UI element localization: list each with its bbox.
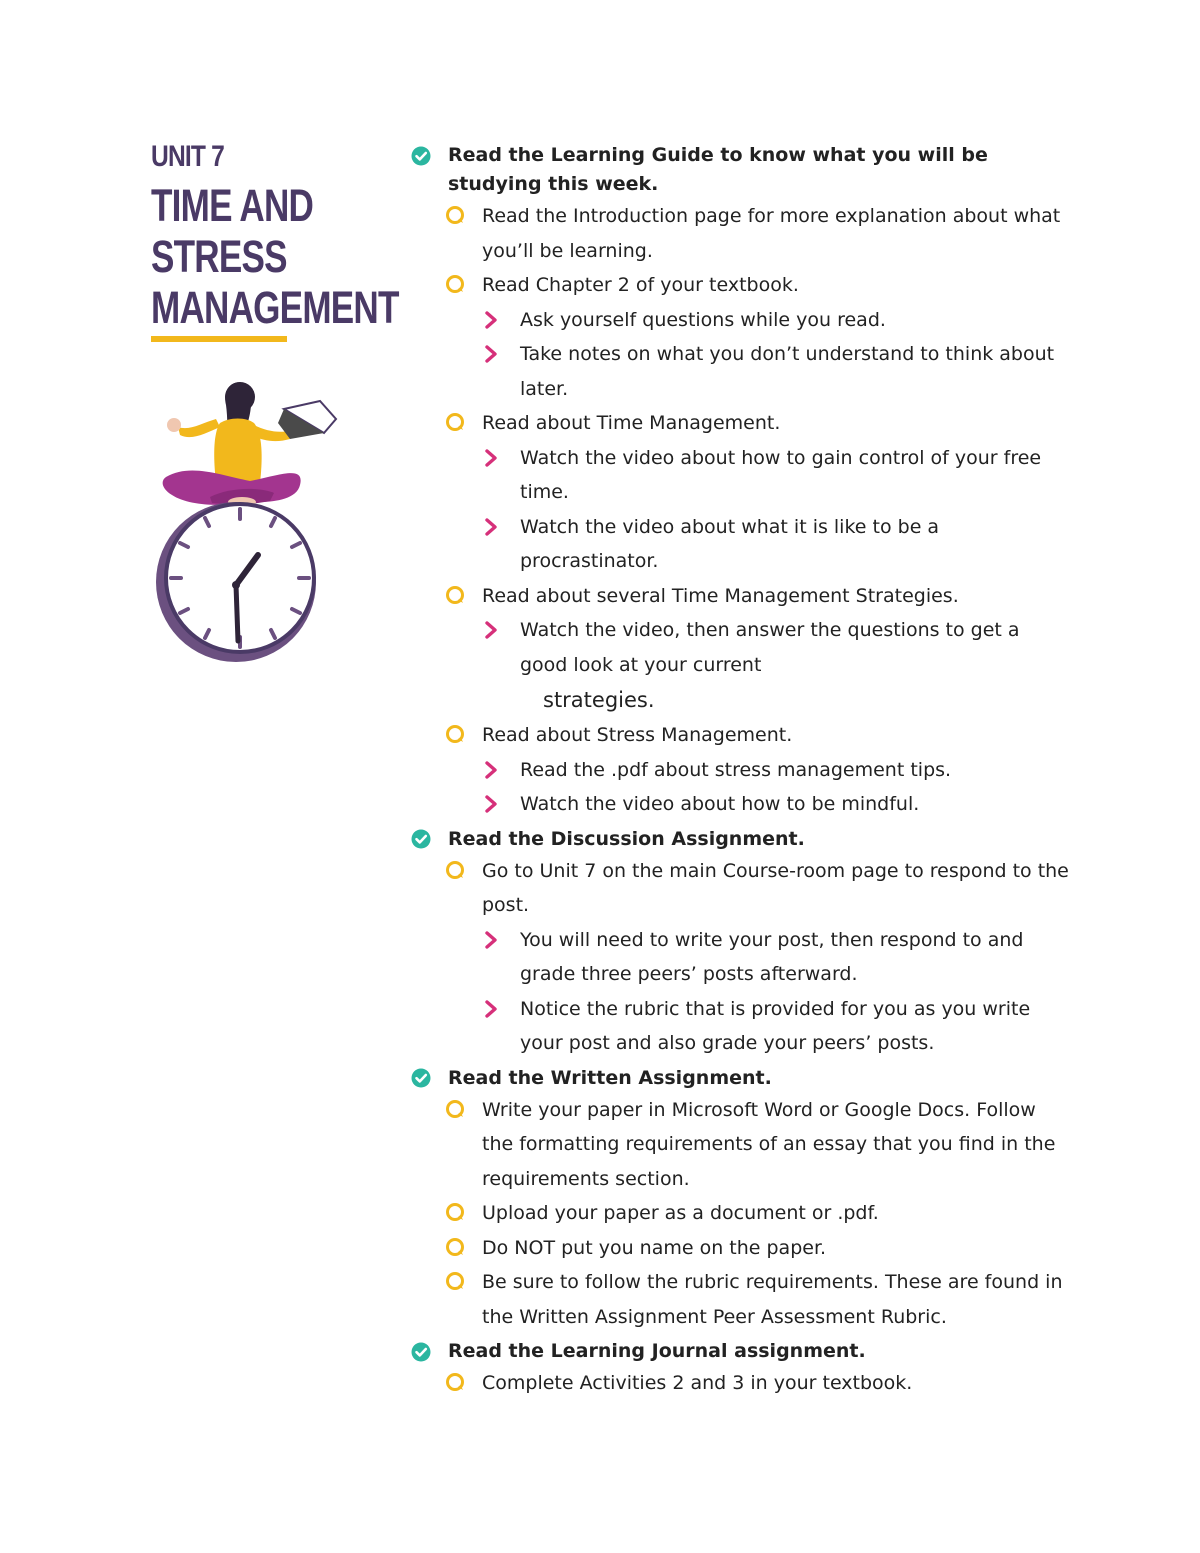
speech-bubble-icon bbox=[444, 1231, 466, 1265]
checklist-item-text: Watch the video about how to gain control of your free time. bbox=[520, 446, 1042, 503]
checklist-item-text: Write your paper in Microsoft Word or Google Docs. Follow the formatting requirements of an essay that you find in the requirements section. bbox=[482, 1098, 1056, 1190]
speech-bubble-icon bbox=[444, 1093, 466, 1127]
checklist-item-text: Read about Time Management. bbox=[482, 412, 781, 434]
checklist-item bbox=[410, 268, 1070, 303]
checklist-item bbox=[410, 854, 1070, 923]
title-line: MANAGEMENT bbox=[151, 282, 399, 333]
checklist-item-text: Read the Written Assignment. bbox=[448, 1066, 772, 1089]
chevron-right-icon bbox=[482, 923, 500, 957]
speech-bubble-icon bbox=[444, 199, 466, 233]
speech-bubble-icon bbox=[444, 1366, 466, 1400]
checklist-item-text: Read Chapter 2 of your textbook. bbox=[482, 274, 799, 296]
checklist-item-text: Watch the video, then answer the questions to get a good look at your current bbox=[520, 619, 1020, 676]
speech-bubble-icon bbox=[444, 1196, 466, 1230]
chevron-right-icon bbox=[482, 753, 500, 787]
chevron-right-icon bbox=[482, 613, 500, 647]
checklist-item bbox=[410, 406, 1070, 441]
checklist-item-text: Ask yourself questions while you read. bbox=[520, 308, 886, 331]
checklist-item bbox=[410, 337, 1070, 406]
chevron-right-icon bbox=[482, 787, 500, 821]
checklist-item bbox=[410, 682, 1070, 718]
meditating-woman-icon bbox=[163, 382, 301, 507]
checklist-item-text: Be sure to follow the rubric requirements. These are found in the Written Assignment Peer Assessment Rubric. bbox=[482, 1271, 1063, 1328]
chevron-right-icon bbox=[482, 441, 500, 475]
check-circle-icon bbox=[410, 1337, 432, 1366]
checklist-item-text: Complete Activities 2 and 3 in your textbook. bbox=[482, 1372, 913, 1394]
checklist-item bbox=[410, 613, 1070, 682]
checklist-item bbox=[410, 1366, 1070, 1401]
checklist-item-text: Read about several Time Management Strategies. bbox=[482, 584, 959, 607]
laptop-icon bbox=[278, 401, 336, 439]
checklist-item bbox=[410, 141, 1070, 199]
checklist-item-text: Notice the rubric that is provided for you as you write your post and also grade your peers’ posts. bbox=[520, 997, 1031, 1054]
chevron-right-icon bbox=[482, 510, 500, 544]
checklist-item bbox=[410, 199, 1070, 268]
illustration bbox=[150, 375, 350, 675]
checklist-item-text: strategies. bbox=[543, 688, 655, 712]
checklist-item bbox=[410, 303, 1070, 338]
title-underline bbox=[151, 336, 287, 342]
checklist-item bbox=[410, 1337, 1070, 1366]
speech-bubble-icon bbox=[444, 718, 466, 752]
checklist-item bbox=[410, 441, 1070, 510]
speech-bubble-icon bbox=[444, 854, 466, 888]
checklist-item bbox=[410, 579, 1070, 614]
check-circle-icon bbox=[410, 825, 432, 854]
checklist-item bbox=[410, 992, 1070, 1061]
checklist bbox=[410, 138, 1070, 1401]
checklist-item-text: Read the Learning Journal assignment. bbox=[448, 1340, 866, 1362]
checklist-item-text: Do NOT put you name on the paper. bbox=[482, 1236, 827, 1259]
checklist-item-text: Watch the video about what it is like to be a procrastinator. bbox=[520, 515, 940, 572]
checklist-item-text: Read the Learning Guide to know what you will be studying this week. bbox=[448, 144, 988, 195]
check-circle-icon bbox=[410, 141, 432, 170]
speech-bubble-icon bbox=[444, 268, 466, 302]
title-line: TIME AND bbox=[151, 180, 314, 231]
speech-bubble-icon bbox=[444, 1265, 466, 1299]
unit-label: UNIT 7 bbox=[151, 140, 224, 173]
speech-bubble-icon bbox=[444, 406, 466, 440]
check-circle-icon bbox=[410, 1064, 432, 1093]
checklist-item bbox=[410, 718, 1070, 753]
checklist-item bbox=[410, 1231, 1070, 1266]
checklist-item bbox=[410, 1093, 1070, 1197]
checklist-item-text: Read the .pdf about stress management tips. bbox=[520, 758, 952, 781]
page-title bbox=[151, 180, 399, 333]
checklist-item-text: You will need to write your post, then respond to and grade three peers’ posts afterward. bbox=[520, 928, 1024, 985]
checklist-item-text: Go to Unit 7 on the main Course-room page to respond to the post. bbox=[482, 859, 1069, 916]
checklist-item-text: Read the Discussion Assignment. bbox=[448, 827, 805, 850]
checklist-item-text: Upload your paper as a document or .pdf. bbox=[482, 1202, 879, 1224]
title-line: STRESS bbox=[151, 231, 287, 282]
checklist-item-text: Watch the video about how to be mindful. bbox=[520, 793, 920, 815]
checklist-item bbox=[410, 825, 1070, 854]
checklist-item-text: Read the Introduction page for more explanation about what you’ll be learning. bbox=[482, 205, 1061, 262]
clock-icon bbox=[156, 502, 316, 662]
speech-bubble-icon bbox=[444, 579, 466, 613]
checklist-item bbox=[410, 1196, 1070, 1231]
checklist-item-text: Read about Stress Management. bbox=[482, 724, 793, 746]
chevron-right-icon bbox=[482, 992, 500, 1026]
checklist-item bbox=[410, 1265, 1070, 1334]
checklist-item-text: Take notes on what you don’t understand to think about later. bbox=[520, 343, 1055, 400]
checklist-item bbox=[410, 787, 1070, 822]
checklist-item bbox=[410, 753, 1070, 788]
chevron-right-icon bbox=[482, 337, 500, 371]
chevron-right-icon bbox=[482, 303, 500, 337]
sidebar bbox=[151, 140, 399, 333]
checklist-item bbox=[410, 510, 1070, 579]
checklist-item bbox=[410, 923, 1070, 992]
checklist-item bbox=[410, 1064, 1070, 1093]
